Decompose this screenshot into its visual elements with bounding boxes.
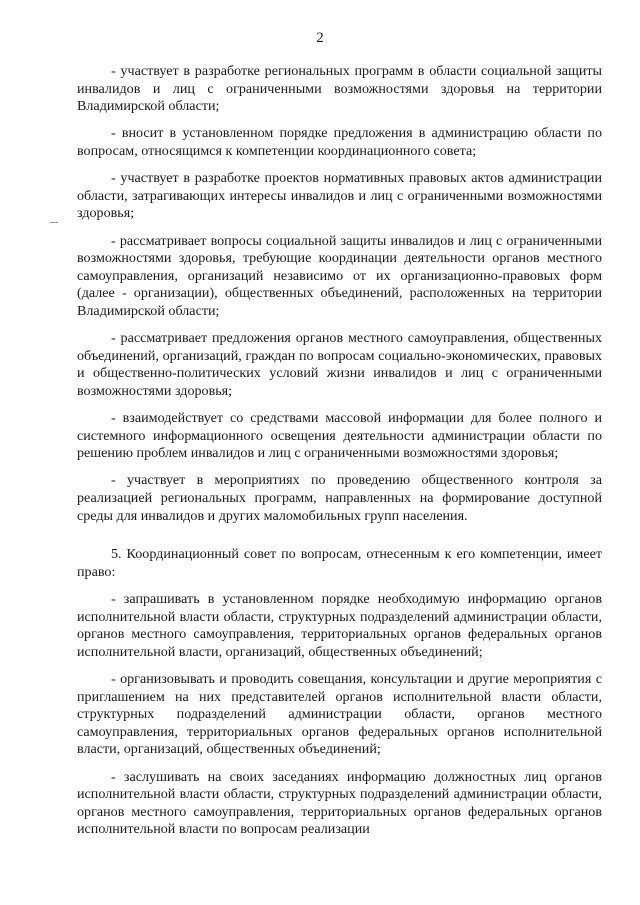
paragraph-item-considers-proposals: - рассматривает предложения органов местного самоуправления, общественных объединений, организаций, граждан по вопросам социально-экономических, правовых и общественно-политических условий жизни инвалидов и лиц с ограниченными возможностями здоровья;: [77, 330, 602, 399]
document-body: [77, 63, 602, 849]
paragraph-item-public-control: - участвует в мероприятиях по проведению общественного контроля за реализацией региональных программ, направленных на формирование доступной среды для инвалидов и других маломобильных групп населения.: [77, 472, 602, 524]
paragraph-item-request-information: - запрашивать в установленном порядке необходимую информацию органов исполнительной власти области, структурных подразделений администрации области, органов местного самоуправления, территориальных органов федеральных органов исполнительной власти, организаций, общественных объединений;: [77, 591, 602, 660]
paragraph-item-drafts-acts: - участвует в разработке проектов нормативных правовых актов администрации области, затрагивающих интересы инвалидов и лиц с ограниченными возможностями здоровья;: [77, 170, 602, 222]
paragraph-item-media-interaction: - взаимодействует со средствами массовой информации для более полного и системного информационного освещения деятельности администрации области по решению проблем инвалидов и лиц с ограниченными возможностями здоровья;: [77, 410, 602, 462]
paragraph-item-hear-officials: - заслушивать на своих заседаниях информацию должностных лиц органов исполнительной власти области, структурных подразделений администрации области, органов местного самоуправления, территориальных органов федеральных органов исполнительной власти по вопросам реализации: [77, 768, 602, 838]
paragraph-section-5-rights: 5. Координационный совет по вопросам, отнесенным к его компетенции, имеет право:: [77, 546, 602, 580]
margin-mark: [50, 222, 58, 223]
paragraph-item-considers-issues: - рассматривает вопросы социальной защиты инвалидов и лиц с ограниченными возможностями здоровья, требующие координации деятельности органов местного самоуправления, организаций независимо от их организационно-правовых форм (далее - организации), общественных объединений, расположенных на территории Владимирской области;: [77, 232, 602, 319]
paragraph-item-submits-proposals: - вносит в установленном порядке предложения в администрацию области по вопросам, относящимся к компетенции координационного совета;: [77, 125, 602, 159]
paragraph-item-participates-programs: - участвует в разработке региональных программ в области социальной защиты инвалидов и лиц с ограниченными возможностями здоровья на территории Владимирской области;: [77, 63, 602, 115]
paragraph-item-organize-meetings: - организовывать и проводить совещания, консультации и другие мероприятия с приглашением на них представителей органов исполнительной власти области, структурных подразделений администрации области, органов местного самоуправления, территориальных органов федеральных органов исполнительной власти, организаций, общественных объединений;: [77, 670, 602, 758]
page-number: 2: [316, 30, 324, 46]
